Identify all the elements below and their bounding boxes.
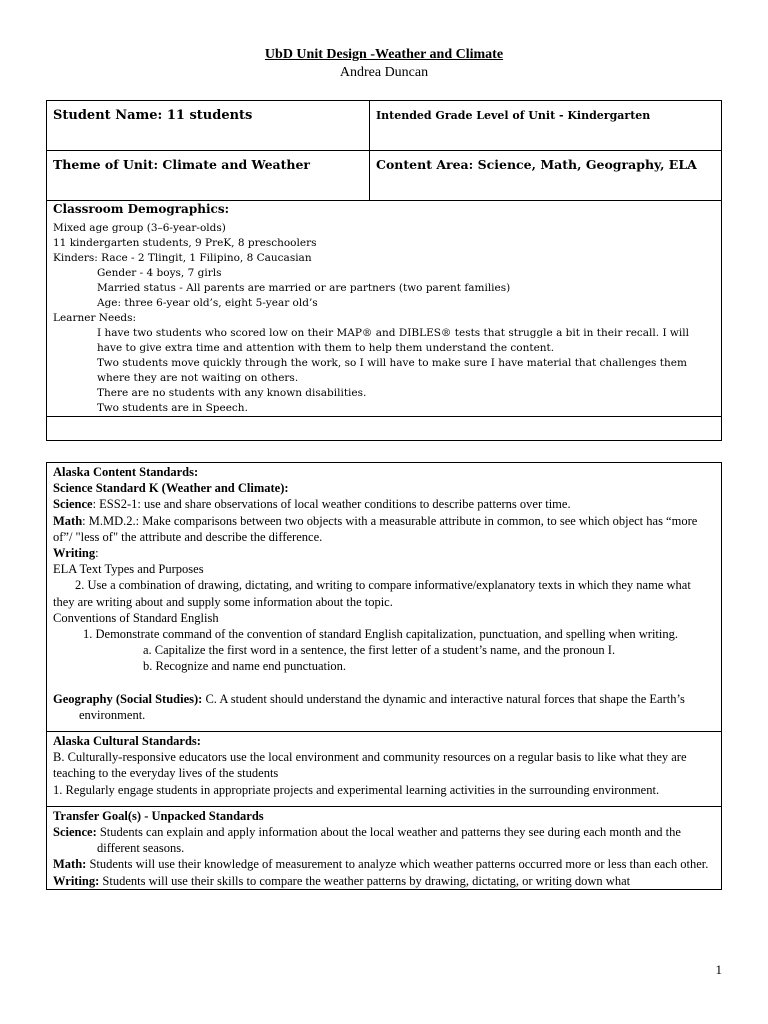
science-standard-heading: Science Standard K (Weather and Climate): (53, 481, 289, 496)
conventions-heading: Conventions of Standard English (53, 610, 219, 625)
student-name: Student Name: 11 students (53, 108, 253, 123)
demographics-line: 11 kindergarten students, 9 PreK, 8 preschoolers (53, 237, 317, 249)
page-number: 1 (715, 962, 722, 977)
demographics-line: Mixed age group (3–6-year-olds) (53, 222, 226, 234)
science-standard: Science: ESS2-1: use and share observations of local weather conditions to describe patterns over time. (53, 497, 571, 512)
demographics-heading: Classroom Demographics: (53, 202, 229, 216)
demographics-gender: Gender - 4 boys, 7 girls (97, 267, 222, 279)
student-name-cell (47, 101, 370, 151)
learner-needs-label: Learner Needs: (53, 312, 137, 324)
learner-need-item: Two students move quickly through the work, so I will have to make sure I have material that challenges them where they are not waiting on others. (97, 357, 687, 384)
learner-need-item: There are no students with any known disabilities. (97, 387, 367, 399)
demographics-married: Married status - All parents are married or are partners (two parent families) (97, 282, 511, 294)
demographics-line: Kinders: Race - 2 Tlingit, 1 Filipino, 8 Caucasian (53, 252, 312, 264)
grade-level-cell (370, 101, 722, 151)
cultural-standard-b: B. Culturally-responsive educators use the local environment and community resources on a regular basis to like what they are teaching to the everyday lives of the students (53, 750, 687, 781)
learner-need-item: Two students are in Speech. (97, 402, 248, 414)
transfer-goals-cell (47, 806, 722, 889)
demographics-age: Age: three 6-year old’s, eight 5-year old’s (97, 297, 318, 309)
content-area-cell (370, 151, 722, 201)
demographics-cell (47, 201, 722, 417)
unit-info-table (46, 100, 722, 441)
cultural-standard-item-1: 1. Regularly engage students in appropriate projects and experimental learning activities in the surrounding environment. (53, 782, 660, 797)
learner-need-item: I have two students who scored low on their MAP® and DIBLES® tests that struggle a bit in their recall. I will have to give extra time and attention with them to help them understand the content. (97, 327, 689, 354)
content-standards-heading: Alaska Content Standards: (53, 465, 199, 479)
unit-theme: Theme of Unit: Climate and Weather (53, 157, 311, 172)
content-area: Content Area: Science, Math, Geography, ELA (376, 157, 697, 172)
transfer-goals-heading: Transfer Goal(s) - Unpacked Standards (53, 808, 264, 823)
conventions-item-1: 1. Demonstrate command of the convention of standard English capitalization, punctuation, and spelling when writing. (83, 627, 678, 642)
theme-cell (47, 151, 370, 201)
empty-row (47, 417, 722, 441)
content-standards-cell (47, 463, 722, 732)
conventions-item-b: b. Recognize and name end punctuation. (143, 659, 347, 674)
document-title: UbD Unit Design -Weather and Climate (264, 47, 504, 62)
standards-table (46, 462, 722, 890)
transfer-goal-math: Math: Students will use their knowledge of measurement to analyze which weather patterns occurred more or less than each other. (53, 857, 709, 872)
ela-item-2: 2. Use a combination of drawing, dictating, and writing to compare informative/explanatory texts in which they name what they are writing about and supply some information about the topic. (53, 578, 691, 609)
cultural-standards-heading: Alaska Cultural Standards: (53, 734, 201, 749)
grade-level: Intended Grade Level of Unit - Kindergarten (376, 109, 651, 122)
ela-text-types: ELA Text Types and Purposes (53, 562, 204, 577)
transfer-goal-science: Science: Students can explain and apply information about the local weather and patterns they see during each month and the different seasons. (53, 825, 681, 856)
writing-standard-label: Writing: (53, 546, 99, 561)
conventions-item-a: a. Capitalize the first word in a sentence, the first letter of a student’s name, and the pronoun I. (143, 643, 616, 658)
transfer-goal-writing: Writing: Students will use their skills to compare the weather patterns by drawing, dictating, or writing down what (53, 873, 631, 888)
geography-standard: Geography (Social Studies): C. A student should understand the dynamic and interactive natural forces that shape the Earth’s environment. (53, 691, 685, 722)
math-standard: Math: M.MD.2.: Make comparisons between two objects with a measurable attribute in common, to see which object has “more of”/ "less of" the attribute and describe the difference. (53, 513, 698, 544)
cultural-standards-cell (47, 732, 722, 807)
author-name: Andrea Duncan (339, 65, 429, 80)
